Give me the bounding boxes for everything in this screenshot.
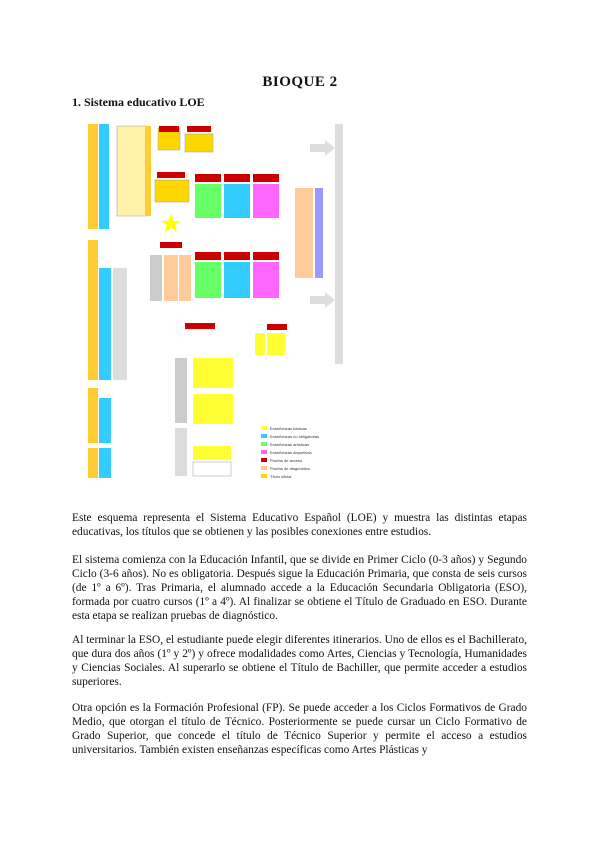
paragraph-3: Al terminar la ESO, el estudiante puede elegir diferentes itinerarios. Uno de ellos es el Bachillerato, que dura dos años (1º y 2º) y ofrece modalidades como Artes, Ciencias y Tecnología, Humanidades y Ciencias Sociales. Al superarlo se obtiene el Título de Bachiller, que permite acceder a estudios superiores. [72, 634, 527, 688]
eso-grey [175, 358, 187, 423]
box-univ-access [159, 126, 179, 132]
paragraph-4: Otra opción es la Formación Profesional (FP). Se puede acceder a los Ciclos Formativos de Grado Medio, que otorgan el título de Técnico. Posteriormente se puede cursar un Ciclo Formativo de Grado Superior, que concede el título de Técnico Superior y permite el acceso a estudios universitarios. También existen enseñanzas específicas como Artes Plásticas y [72, 702, 527, 756]
band-secondary [88, 240, 98, 380]
right-blue-top [315, 188, 323, 278]
fp-col-1 [195, 262, 221, 298]
fp-col-2 [224, 262, 250, 298]
eso-yellow-1 [193, 358, 233, 388]
fp-col-1-header [195, 252, 221, 260]
eso-right-1 [255, 333, 265, 355]
box-titulo [155, 180, 189, 202]
box-univ-2 [145, 126, 151, 216]
box-univ-access-2 [187, 126, 211, 132]
bach-access [160, 242, 182, 248]
primary-yellow [193, 446, 231, 460]
band-higher-education [88, 124, 98, 229]
band-infant [88, 448, 98, 478]
legend-label-0: Enseñanzas básicas [270, 426, 307, 431]
fp-col-3-header [253, 252, 279, 260]
legend-label-4: Prueba de acceso [270, 458, 303, 463]
legend-label-5: Prueba de diagnóstico [270, 466, 310, 471]
box-titulo-access [157, 172, 185, 178]
art-col-3-header [253, 174, 279, 182]
box-univ-4 [185, 134, 213, 152]
eso-yellow-2 [193, 394, 233, 424]
primary-grey [175, 428, 187, 476]
band-secondary-blue [99, 268, 111, 380]
art-col-1-header [195, 174, 221, 182]
diagram-graphic [85, 118, 360, 483]
section-heading: 1. Sistema educativo LOE [72, 95, 205, 109]
arrow-right-1 [310, 140, 335, 156]
paragraph-1: Este esquema representa el Sistema Educativo Español (LOE) y muestra las distintas etapas educativas, los títulos que se obtienen y las posibles conexiones entre estudios. [72, 512, 527, 538]
legend-label-1: Enseñanzas no obligatorias [270, 434, 320, 439]
legend-label-3: Enseñanzas deportivas [270, 450, 312, 455]
primary-white [193, 462, 231, 476]
band-primary [88, 388, 98, 443]
bach-salmon-2 [179, 255, 191, 301]
star-icon [161, 214, 181, 232]
loe-education-diagram [85, 118, 360, 483]
art-col-2 [224, 184, 250, 218]
art-col-2-header [224, 174, 250, 182]
legend-label-2: Enseñanzas artísticas [270, 442, 310, 447]
paragraph-2: El sistema comienza con la Educación Infantil, que se divide en Primer Ciclo (0-3 años) y Segundo Ciclo (3-6 años). No es obligatoria. Después sigue la Educación Primaria, que consta de seis cursos (de 1º a 6º). Tras Primaria, el alumnado accede a la Educación Secundaria Obligatoria (ESO), formada por cuatro cursos (1º a 4º). Al finalizar se obtiene el Título de Graduado en ESO. Durante esta etapa se realizan pruebas de diagnóstico. [72, 554, 527, 622]
band-higher-education-blue [99, 124, 109, 229]
legend-label-6: Título oficial [270, 474, 292, 479]
eso-right-access [267, 324, 287, 330]
band-infant-blue [99, 448, 111, 478]
fp-col-3 [253, 262, 279, 298]
arrow-right-2 [310, 292, 335, 308]
band-secondary-grey [113, 268, 127, 380]
diagram-legend [260, 423, 350, 481]
eso-access [185, 323, 215, 329]
art-col-3 [253, 184, 279, 218]
box-univ-1 [117, 126, 147, 216]
eso-right-2 [267, 333, 285, 355]
fp-col-2-header [224, 252, 250, 260]
bach-salmon-1 [164, 255, 178, 301]
page-title: BIOQUE 2 [262, 74, 338, 90]
art-col-1 [195, 184, 221, 218]
band-primary-blue [99, 398, 111, 443]
right-salmon-top [295, 188, 313, 278]
right-grey-bar [335, 124, 343, 364]
bach-grey [150, 255, 162, 301]
